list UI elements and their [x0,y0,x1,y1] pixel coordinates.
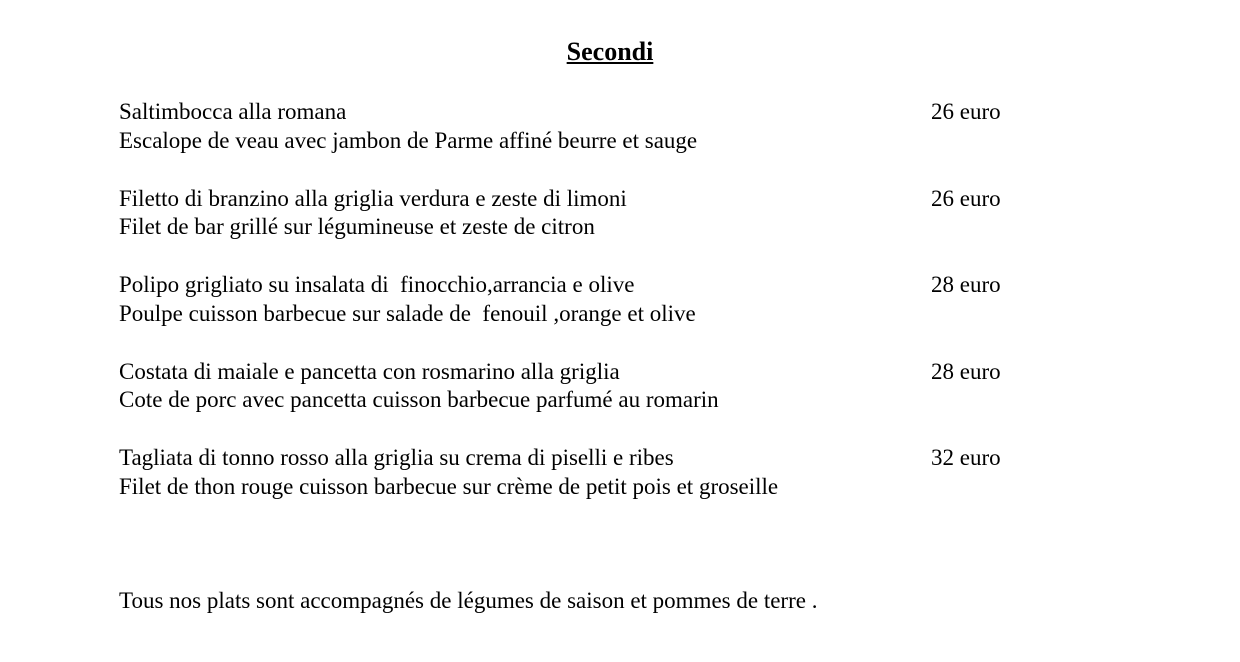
menu-item [119,358,1119,445]
dish-price: 26 euro [931,99,1001,124]
menu-item [119,98,1119,185]
dish-name-italian: Tagliata di tonno rosso alla griglia su crema di piselli e ribes [119,445,674,470]
dish-price: 28 euro [931,358,1001,384]
dish-name-italian: Filetto di branzino alla griglia verdura e zeste di limoni [119,185,627,211]
menu-list [119,98,1119,531]
dish-name-italian: Costata di maiale e pancetta con rosmarino alla griglia [119,358,620,384]
dish-name-french: Cote de porc avec pancetta cuisson barbecue parfumé au romarin [119,387,719,412]
menu-item [119,444,1119,531]
dish-name-italian: Saltimbocca alla romana [119,99,347,124]
dish-name-french: Filet de thon rouge cuisson barbecue sur crème de petit pois et groseille [119,473,779,499]
dish-price: 28 euro [931,272,1001,297]
dish-name-french: Filet de bar grillé sur légumineuse et zeste de citron [119,214,595,239]
menu-item [119,271,1119,358]
dish-price: 26 euro [931,185,1001,211]
dish-price: 32 euro [931,445,1001,470]
dish-name-french: Escalope de veau avec jambon de Parme affiné beurre et sauge [119,127,698,153]
dish-name-italian: Polipo grigliato su insalata di finocchio,arrancia e olive [119,272,635,297]
footer-note: Tous nos plats sont accompagnés de légumes de saison et pommes de terre . [119,588,818,613]
menu-item [119,185,1119,272]
section-title: Secondi [566,37,654,66]
dish-name-french: Poulpe cuisson barbecue sur salade de fenouil ,orange et olive [119,300,696,326]
